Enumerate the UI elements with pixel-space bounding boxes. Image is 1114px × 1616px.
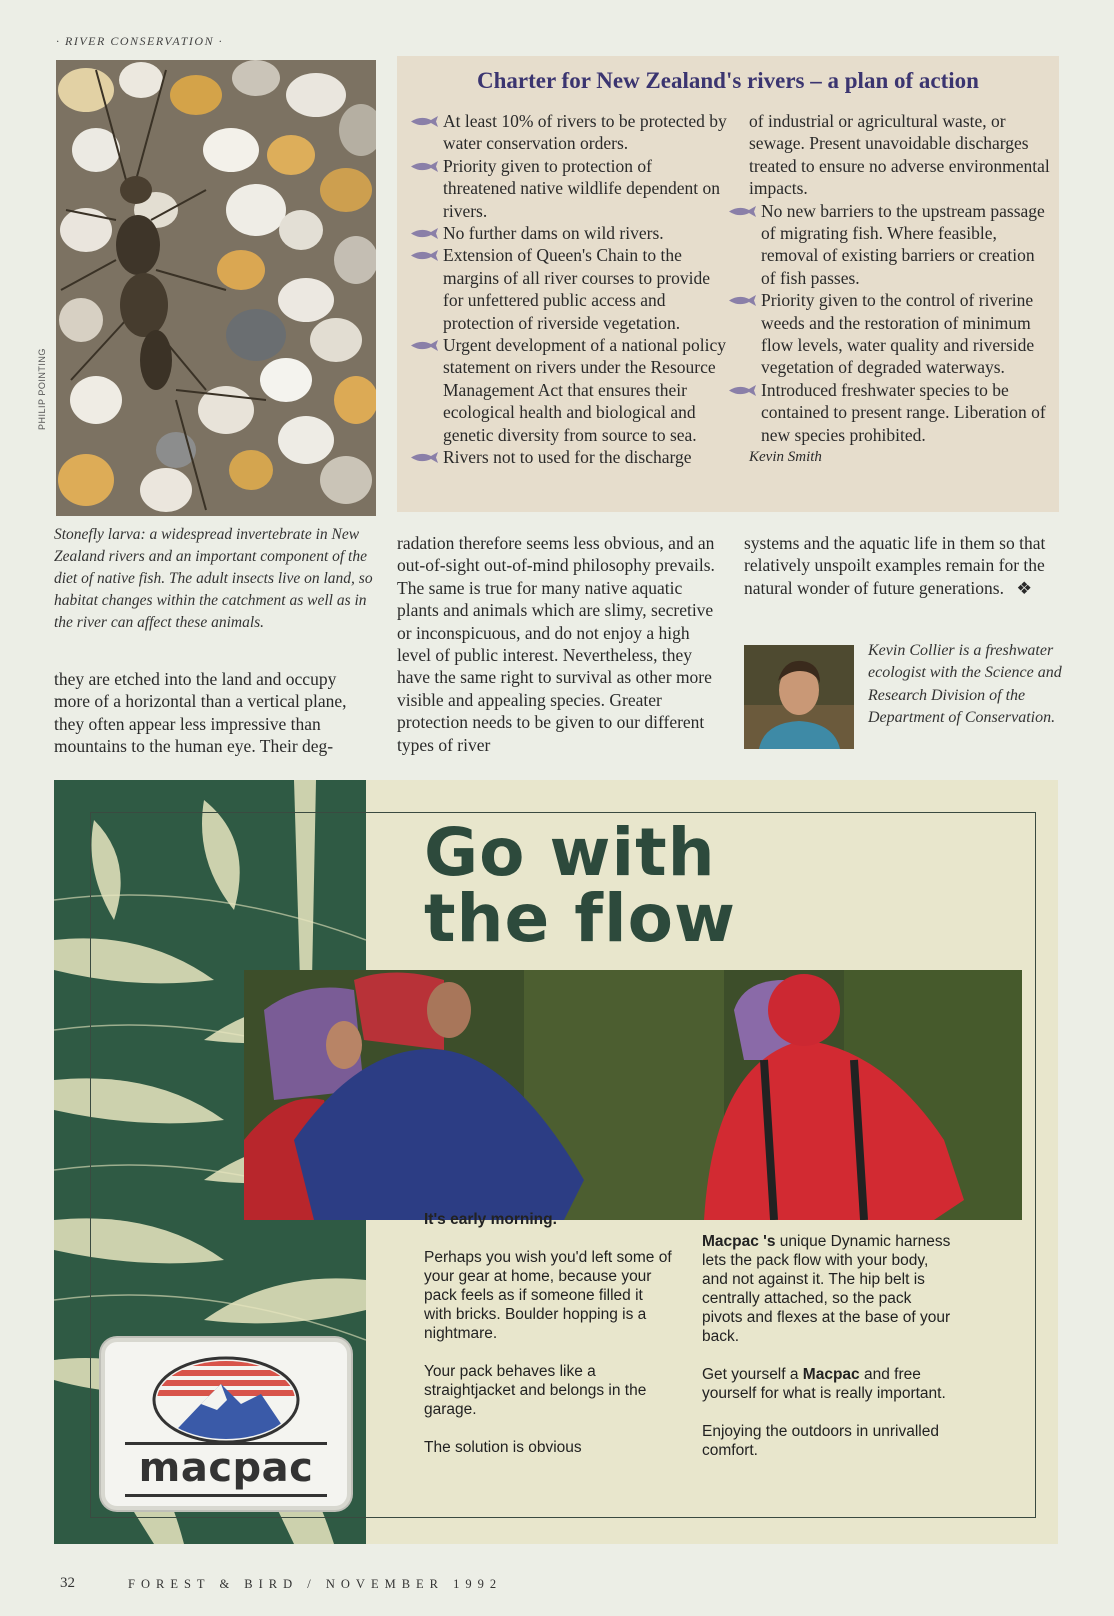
fish-bullet-icon	[409, 451, 439, 464]
macpac-logo-badge	[101, 1338, 351, 1510]
charter-item-text: Priority given to the control of riverine weeds and the restoration of minimum flow levels, water quality and riverside vegetation of degraded waterways.	[761, 290, 1035, 378]
ad-brand-inline: Macpac 's	[702, 1233, 776, 1250]
author-photo	[744, 645, 854, 749]
charter-item-text: No further dams on wild rivers.	[443, 223, 664, 244]
ad-headline-line-1: Go with	[424, 814, 716, 891]
charter-item-text: Priority given to protection of threatened native wildlife dependent on rivers.	[443, 155, 720, 221]
charter-column-right	[727, 110, 1053, 469]
macpac-wordmark: macpac	[138, 1445, 314, 1491]
author-bio: Kevin Collier is a freshwater ecologist with the Science and Research Division of the Department of Conservation.	[868, 642, 1062, 727]
ad-copy-left	[424, 1210, 674, 1476]
mountain-logo-icon	[151, 1354, 301, 1446]
charter-box	[397, 56, 1059, 512]
fish-bullet-icon	[409, 160, 439, 173]
macpac-advertisement	[54, 780, 1058, 1544]
stonefly-photo	[56, 60, 376, 516]
charter-item	[409, 222, 727, 244]
photo-caption: Stonefly larva: a widespread invertebrate in New Zealand rivers and an important component of the diet of native fish. The adult insects live on land, so habitat changes within the catchment as well as in the river can affect these animals.	[54, 526, 373, 631]
charter-item-continuation: of industrial or agricultural waste, or sewage. Present unavoidable discharges treated to ensure no adverse environmental impacts.	[749, 111, 1050, 199]
fish-bullet-icon	[409, 227, 439, 240]
charter-title: Charter for New Zealand's rivers – a plan of action	[477, 68, 979, 93]
charter-item	[409, 446, 727, 468]
charter-item-text: Urgent development of a national policy statement on rivers under the Resource Management Act that ensures their ecological health and biological and genetic diversity from source to sea.	[443, 335, 726, 445]
ad-brand-inline: Macpac	[802, 1366, 860, 1383]
ad-copy-text: unique Dynamic harness lets the pack flow with your body, and not against it. The hip belt is centrally attached, so the pack pivots and flexes at the base of your back.	[702, 1233, 951, 1345]
charter-item	[727, 200, 1053, 290]
fish-bullet-icon	[409, 249, 439, 262]
author-portrait	[744, 645, 854, 749]
ad-copy-paragraph: Enjoying the outdoors in unrivalled comfort.	[702, 1423, 939, 1459]
fish-bullet-icon	[727, 384, 757, 397]
charter-item	[409, 110, 727, 155]
ad-copy-paragraph	[702, 1232, 952, 1346]
page-number: 32	[60, 1575, 75, 1591]
body-column-3	[744, 532, 1064, 599]
ad-copy-text: Get yourself a	[702, 1366, 803, 1383]
charter-item-text: Extension of Queen's Chain to the margins of all river courses to provide for unfettered public access and protection of riverside vegetation.	[443, 245, 710, 333]
charter-item	[409, 244, 727, 334]
charter-item	[727, 379, 1053, 446]
ad-copy-right	[702, 1232, 952, 1479]
end-mark-icon: ❖	[1016, 577, 1033, 598]
charter-item-text: Rivers not to used for the discharge	[443, 447, 692, 468]
photo-credit: PHILIP POINTING	[37, 348, 47, 430]
fish-bullet-icon	[727, 294, 757, 307]
section-tag: · RIVER CONSERVATION ·	[56, 34, 224, 48]
ad-copy-text: and free yourself for what is really important.	[702, 1366, 946, 1402]
charter-column-left	[409, 110, 727, 469]
ad-headline-line-2: the flow	[424, 880, 736, 957]
charter-item-text: Introduced freshwater species to be contained to present range. Liberation of new species prohibited.	[761, 379, 1046, 445]
ad-copy-paragraph: Perhaps you wish you'd left some of your gear at home, because your pack feels as if someone filled it with bricks. Boulder hopping is a nightmare.	[424, 1249, 672, 1342]
charter-item	[409, 155, 727, 222]
body-column-3-text: systems and the aquatic life in them so that relatively unspoilt examples remain for the natural wonder of future generations.	[744, 533, 1046, 598]
body-column-2: radation therefore seems less obvious, and an out-of-sight out-of-mind philosophy prevails. The same is true for many native aquatic plants and animals which are slimy, secretive or inconspicuous, and do not enjoy a high level of public interest. Nevertheless, they have the same right to survival as other more visible and appealing species. Greater protection needs to be given to our different types of river	[397, 533, 715, 755]
hikers-photo	[244, 970, 1022, 1220]
ad-copy-paragraph	[702, 1365, 952, 1403]
ad-lead: It's early morning.	[424, 1211, 557, 1228]
fish-bullet-icon	[409, 339, 439, 352]
page-footer	[60, 1575, 503, 1592]
ad-headline	[424, 814, 736, 957]
charter-item-text: At least 10% of rivers to be protected by water conservation orders.	[443, 111, 727, 154]
stonefly-illustration	[56, 60, 376, 516]
charter-item	[409, 334, 727, 446]
charter-signature: Kevin Smith	[749, 449, 822, 466]
body-column-1: they are etched into the land and occupy more of a horizontal than a vertical plane, they often appear less impressive than mountains to the human eye. Their deg-	[54, 669, 347, 757]
badge-rule	[125, 1494, 327, 1497]
magazine-issue: FOREST & BIRD / NOVEMBER 1992	[128, 1577, 503, 1591]
ad-copy-paragraph: Your pack behaves like a straightjacket and belongs in the garage.	[424, 1363, 647, 1418]
ad-copy-paragraph: The solution is obvious	[424, 1439, 582, 1456]
fish-bullet-icon	[409, 115, 439, 128]
fish-bullet-icon	[727, 205, 757, 218]
charter-item-text: No new barriers to the upstream passage of migrating fish. Where feasible, removal of existing barriers or creation of fish passes.	[761, 200, 1045, 288]
charter-item	[727, 289, 1053, 379]
hikers-illustration	[244, 970, 1022, 1220]
